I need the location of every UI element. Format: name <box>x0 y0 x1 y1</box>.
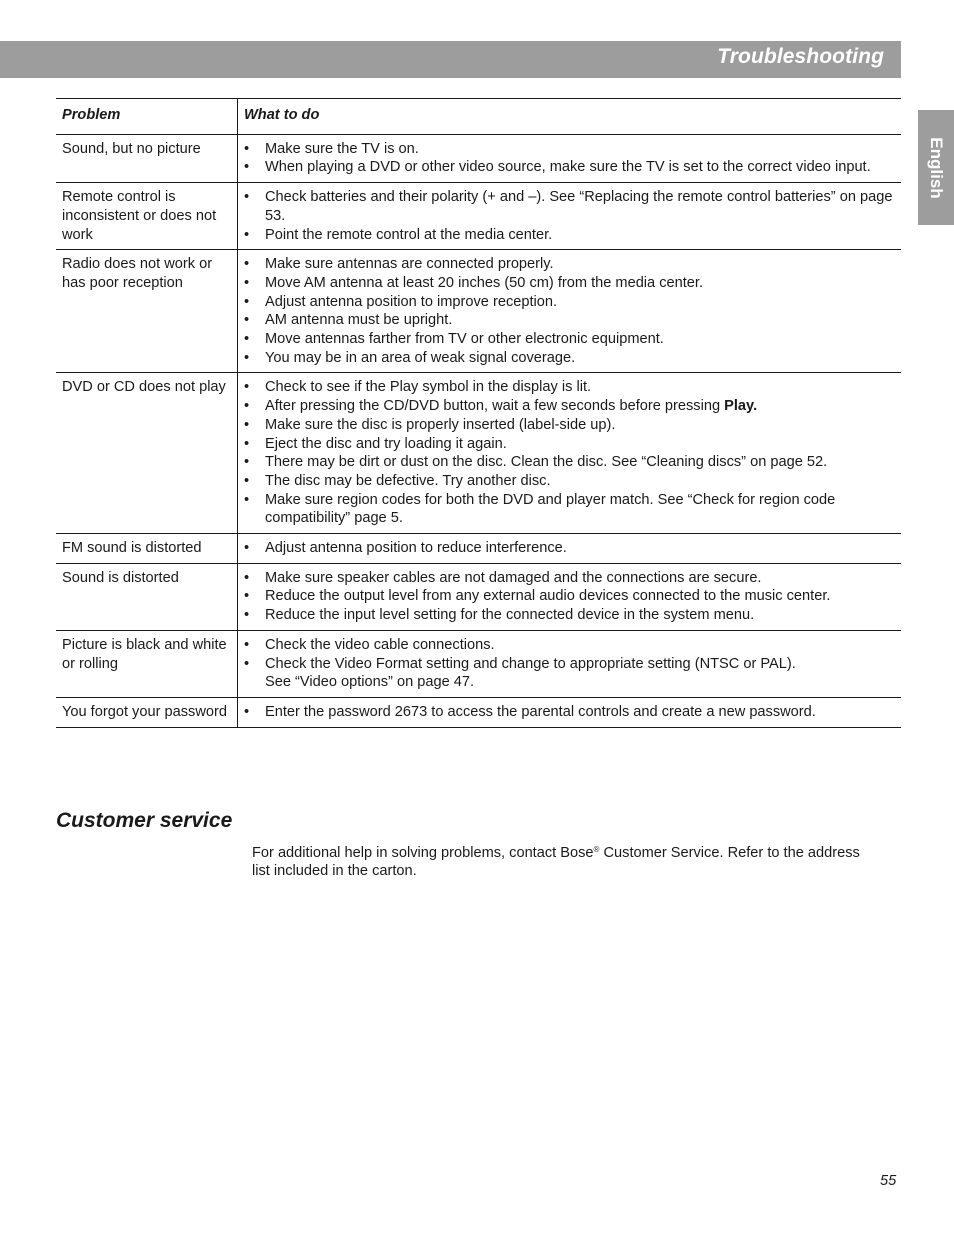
problem-cell: Radio does not work or has poor reception <box>56 250 238 373</box>
solution-item <box>244 655 895 692</box>
problem-cell: FM sound is distorted <box>56 534 238 564</box>
solution-list <box>244 539 895 558</box>
solution-item: • Reduce the output level from any external audio devices connected to the music center. <box>244 587 895 606</box>
customer-service-heading: Customer service <box>56 809 233 832</box>
solution-cell <box>238 134 902 182</box>
solution-cell <box>238 373 902 534</box>
solution-line: See “Video options” on page 47. <box>265 674 475 691</box>
problem-cell: Picture is black and white or rolling <box>56 630 238 697</box>
solution-item: • Make sure region codes for both the DVD and player match. See “Check for region code compatibility” page 5. <box>244 491 895 528</box>
solution-item: • Eject the disc and try loading it again. <box>244 435 895 454</box>
table-row <box>56 630 901 697</box>
table-header-row <box>56 99 901 135</box>
solution-item: • Make sure speaker cables are not damaged and the connections are secure. <box>244 569 895 588</box>
solution-list <box>244 703 895 722</box>
solution-item: • Check batteries and their polarity (+ and –). See “Replacing the remote control batteries” on page 53. <box>244 188 895 225</box>
solution-item: • Enter the password 2673 to access the parental controls and create a new password. <box>244 703 895 722</box>
solution-item: • When playing a DVD or other video source, make sure the TV is set to the correct video input. <box>244 158 895 177</box>
troubleshooting-table-body <box>56 134 901 727</box>
table-row <box>56 697 901 727</box>
solution-list <box>244 569 895 625</box>
registered-mark: ® <box>593 845 600 854</box>
solution-item: • Point the remote control at the media center. <box>244 226 895 245</box>
problem-cell: Remote control is inconsistent or does not work <box>56 183 238 250</box>
table-row <box>56 250 901 373</box>
header-bar <box>0 41 901 78</box>
solution-item: • Reduce the input level setting for the connected device in the system menu. <box>244 606 895 625</box>
customer-service-text-end: Customer Service. Refer to the address list included in the carton. <box>252 845 860 879</box>
problem-cell: DVD or CD does not play <box>56 373 238 534</box>
solution-cell <box>238 534 902 564</box>
solution-item: • Make sure antennas are connected properly. <box>244 255 895 274</box>
solution-cell <box>238 630 902 697</box>
solution-item: • AM antenna must be upright. <box>244 311 895 330</box>
solution-cell <box>238 697 902 727</box>
solution-item: • There may be dirt or dust on the disc. Clean the disc. See “Cleaning discs” on page 52. <box>244 453 895 472</box>
customer-service-text <box>252 845 872 880</box>
solution-item: • Check the video cable connections. <box>244 636 895 655</box>
solution-line: Check the Video Format setting and change to appropriate setting (NTSC or PAL). <box>265 655 796 672</box>
problem-cell: Sound is distorted <box>56 563 238 630</box>
troubleshooting-table <box>56 98 901 728</box>
solution-item: • Move AM antenna at least 20 inches (50 cm) from the media center. <box>244 274 895 293</box>
solution-item: • Adjust antenna position to improve reception. <box>244 293 895 312</box>
solution-item: • Make sure the TV is on. <box>244 140 895 159</box>
solution-list <box>244 378 895 528</box>
solution-item: • Adjust antenna position to reduce interference. <box>244 539 895 558</box>
solution-cell <box>238 563 902 630</box>
problem-cell: Sound, but no picture <box>56 134 238 182</box>
table-row <box>56 183 901 250</box>
solution-list <box>244 188 895 244</box>
solution-text: After pressing the CD/DVD button, wait a few seconds before pressing <box>265 398 725 415</box>
customer-service-text-start: For additional help in solving problems, contact Bose <box>252 845 594 861</box>
solution-list <box>244 255 895 367</box>
language-tab-label: English <box>927 136 946 199</box>
solution-list <box>244 636 895 692</box>
solution-list <box>244 140 895 177</box>
table-row <box>56 134 901 182</box>
column-header-what-to-do: What to do <box>238 99 902 135</box>
table-row <box>56 534 901 564</box>
problem-cell: You forgot your password <box>56 697 238 727</box>
solution-item <box>244 397 895 416</box>
table-row <box>56 373 901 534</box>
solution-item: • Move antennas farther from TV or other electronic equipment. <box>244 330 895 349</box>
solution-cell <box>238 250 902 373</box>
solution-item: • You may be in an area of weak signal coverage. <box>244 349 895 368</box>
page-title: Troubleshooting <box>717 45 884 68</box>
solution-item: • The disc may be defective. Try another disc. <box>244 472 895 491</box>
page-number: 55 <box>880 1173 897 1189</box>
column-header-problem: Problem <box>56 99 238 135</box>
solution-item: • Make sure the disc is properly inserted (label-side up). <box>244 416 895 435</box>
solution-item: • Check to see if the Play symbol in the display is lit. <box>244 378 895 397</box>
solution-cell <box>238 183 902 250</box>
language-tab <box>918 110 954 225</box>
table-row <box>56 563 901 630</box>
button-name-emphasis: Play. <box>724 398 758 415</box>
